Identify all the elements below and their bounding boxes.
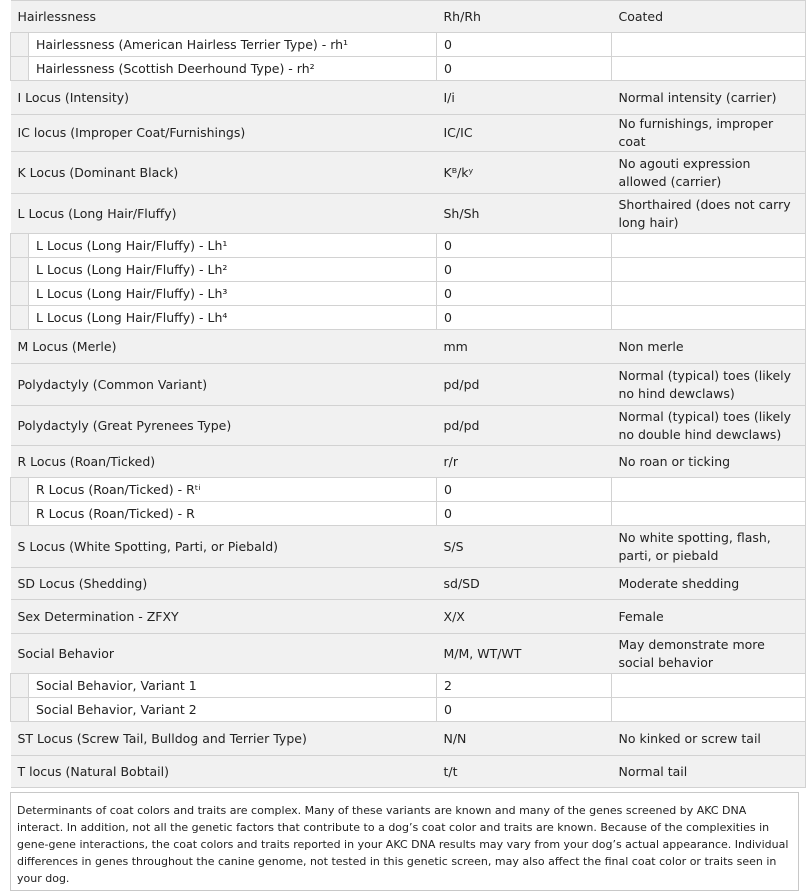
indent-spacer <box>11 306 29 330</box>
trait-interpretation: Non merle <box>612 330 806 364</box>
variant-name: L Locus (Long Hair/Fluffy) - Lh² <box>29 258 437 282</box>
trait-name: SD Locus (Shedding) <box>11 568 437 600</box>
indent-spacer <box>11 698 29 722</box>
variant-name: L Locus (Long Hair/Fluffy) - Lh¹ <box>29 234 437 258</box>
trait-interpretation: No agouti expression allowed (carrier) <box>612 152 806 194</box>
variant-name: L Locus (Long Hair/Fluffy) - Lh⁴ <box>29 306 437 330</box>
trait-result: Rh/Rh <box>437 1 612 33</box>
trait-result: Kᴮ/kʸ <box>437 152 612 194</box>
trait-result: N/N <box>437 722 612 756</box>
trait-row <box>11 194 806 234</box>
variant-name: Hairlessness (American Hairless Terrier Type) - rh¹ <box>29 33 437 57</box>
trait-interpretation: Shorthaired (does not carry long hair) <box>612 194 806 234</box>
variant-name: R Locus (Roan/Ticked) - Rᵗⁱ <box>29 478 437 502</box>
trait-interpretation: Female <box>612 600 806 634</box>
variant-interpretation <box>612 306 806 330</box>
trait-result: X/X <box>437 600 612 634</box>
trait-row <box>11 364 806 406</box>
variant-row <box>11 234 806 258</box>
variant-interpretation <box>612 478 806 502</box>
variant-result: 0 <box>437 57 612 81</box>
trait-result: t/t <box>437 756 612 788</box>
table-body <box>11 1 806 788</box>
trait-row <box>11 722 806 756</box>
indent-spacer <box>11 33 29 57</box>
trait-name: Sex Determination - ZFXY <box>11 600 437 634</box>
disclaimer-note <box>10 792 799 891</box>
trait-row <box>11 568 806 600</box>
indent-spacer <box>11 502 29 526</box>
trait-name: I Locus (Intensity) <box>11 81 437 115</box>
variant-interpretation <box>612 33 806 57</box>
variant-interpretation <box>612 282 806 306</box>
trait-name: Polydactyly (Great Pyrenees Type) <box>11 406 437 446</box>
trait-row <box>11 81 806 115</box>
trait-name: S Locus (White Spotting, Parti, or Piebald) <box>11 526 437 568</box>
trait-interpretation: Coated <box>612 1 806 33</box>
variant-interpretation <box>612 674 806 698</box>
trait-interpretation: Normal intensity (carrier) <box>612 81 806 115</box>
variant-row <box>11 674 806 698</box>
variant-interpretation <box>612 234 806 258</box>
trait-name: Polydactyly (Common Variant) <box>11 364 437 406</box>
variant-result: 0 <box>437 478 612 502</box>
trait-interpretation: Normal (typical) toes (likely no hind dewclaws) <box>612 364 806 406</box>
trait-row <box>11 446 806 478</box>
trait-name: M Locus (Merle) <box>11 330 437 364</box>
variant-result: 0 <box>437 306 612 330</box>
indent-spacer <box>11 478 29 502</box>
variant-interpretation <box>612 698 806 722</box>
trait-interpretation: Normal (typical) toes (likely no double hind dewclaws) <box>612 406 806 446</box>
trait-row <box>11 330 806 364</box>
variant-result: 0 <box>437 698 612 722</box>
trait-interpretation: Moderate shedding <box>612 568 806 600</box>
trait-interpretation: No roan or ticking <box>612 446 806 478</box>
variant-row <box>11 282 806 306</box>
trait-interpretation: No white spotting, flash, parti, or piebald <box>612 526 806 568</box>
disclaimer-text: Determinants of coat colors and traits are complex. Many of these variants are known and many of the genes screened by AKC DNA interact. In addition, not all the genetic factors that contribute to a dog’s coat color and traits are known. Because of the complexities in gene-gene interactions, the coat colors and traits reported in your AKC DNA results may vary from your dog’s actual appearance. Individual differences in genes throughout the canine genome, not tested in this genetic screen, may also affect the final coat color or traits seen in your dog. <box>17 804 789 885</box>
variant-result: 0 <box>437 282 612 306</box>
trait-name: K Locus (Dominant Black) <box>11 152 437 194</box>
trait-result: pd/pd <box>437 406 612 446</box>
variant-row <box>11 698 806 722</box>
trait-name: L Locus (Long Hair/Fluffy) <box>11 194 437 234</box>
variant-result: 0 <box>437 258 612 282</box>
trait-interpretation: Normal tail <box>612 756 806 788</box>
trait-result: sd/SD <box>437 568 612 600</box>
trait-result: S/S <box>437 526 612 568</box>
indent-spacer <box>11 674 29 698</box>
variant-interpretation <box>612 57 806 81</box>
trait-row <box>11 526 806 568</box>
indent-spacer <box>11 258 29 282</box>
trait-name: ST Locus (Screw Tail, Bulldog and Terrier Type) <box>11 722 437 756</box>
variant-row <box>11 258 806 282</box>
trait-row <box>11 600 806 634</box>
trait-row <box>11 634 806 674</box>
variant-result: 0 <box>437 33 612 57</box>
trait-result: mm <box>437 330 612 364</box>
trait-result: pd/pd <box>437 364 612 406</box>
trait-results-table <box>10 0 806 788</box>
trait-row <box>11 115 806 152</box>
variant-name: Social Behavior, Variant 2 <box>29 698 437 722</box>
variant-row <box>11 306 806 330</box>
variant-row <box>11 478 806 502</box>
variant-name: Social Behavior, Variant 1 <box>29 674 437 698</box>
variant-name: L Locus (Long Hair/Fluffy) - Lh³ <box>29 282 437 306</box>
variant-result: 0 <box>437 234 612 258</box>
trait-name: IC locus (Improper Coat/Furnishings) <box>11 115 437 152</box>
variant-row <box>11 502 806 526</box>
indent-spacer <box>11 282 29 306</box>
trait-row <box>11 756 806 788</box>
trait-interpretation: No kinked or screw tail <box>612 722 806 756</box>
indent-spacer <box>11 234 29 258</box>
trait-interpretation: May demonstrate more social behavior <box>612 634 806 674</box>
variant-row <box>11 33 806 57</box>
variant-interpretation <box>612 258 806 282</box>
trait-row <box>11 1 806 33</box>
variant-result: 0 <box>437 502 612 526</box>
variant-name: Hairlessness (Scottish Deerhound Type) - rh² <box>29 57 437 81</box>
trait-result: r/r <box>437 446 612 478</box>
variant-name: R Locus (Roan/Ticked) - R <box>29 502 437 526</box>
trait-row <box>11 406 806 446</box>
variant-result: 2 <box>437 674 612 698</box>
trait-name: T locus (Natural Bobtail) <box>11 756 437 788</box>
indent-spacer <box>11 57 29 81</box>
trait-result: IC/IC <box>437 115 612 152</box>
trait-interpretation: No furnishings, improper coat <box>612 115 806 152</box>
trait-result: Sh/Sh <box>437 194 612 234</box>
variant-interpretation <box>612 502 806 526</box>
trait-name: Hairlessness <box>11 1 437 33</box>
trait-name: Social Behavior <box>11 634 437 674</box>
variant-row <box>11 57 806 81</box>
trait-row <box>11 152 806 194</box>
trait-result: M/M, WT/WT <box>437 634 612 674</box>
trait-result: I/i <box>437 81 612 115</box>
trait-name: R Locus (Roan/Ticked) <box>11 446 437 478</box>
